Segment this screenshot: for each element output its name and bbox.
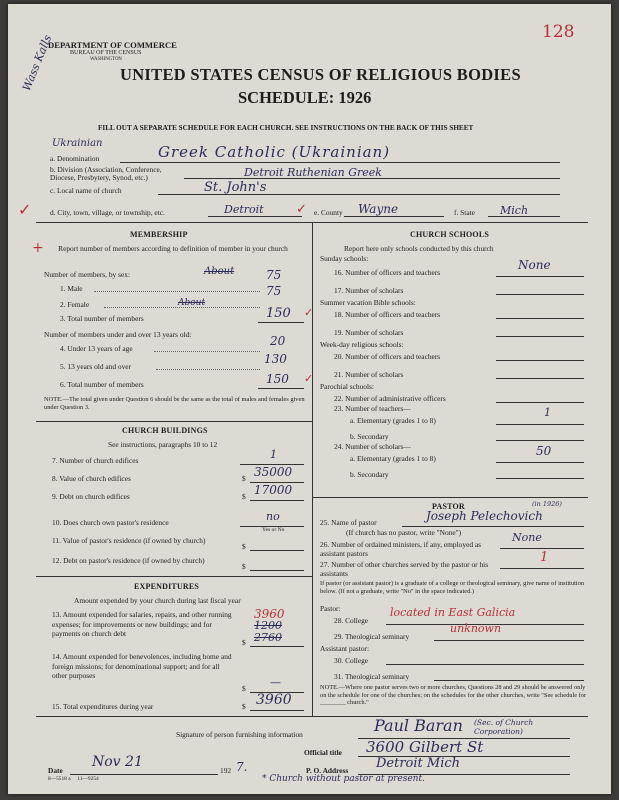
- q14-dollar: $: [242, 684, 246, 693]
- margin-note: Wass Kalls: [20, 33, 55, 93]
- pastor-sub-label: Pastor:: [320, 604, 341, 613]
- q28-value: located in East Galicia: [390, 606, 516, 619]
- division-value: Detroit Ruthenian Greek: [244, 166, 382, 179]
- check-mark: ✓: [296, 202, 307, 217]
- q10-value: no: [266, 510, 280, 523]
- q19-label: 19. Number of scholars: [334, 328, 404, 337]
- denomination-label: a. Denomination: [50, 154, 100, 163]
- q2-label: 2. Female: [60, 300, 90, 309]
- sunday-label: Sunday schools:: [320, 254, 369, 263]
- q5-value: 130: [264, 352, 287, 366]
- q28-label: 28. College: [334, 616, 369, 625]
- state-label: f. State: [454, 208, 475, 217]
- page-title: UNITED STATES CENSUS OF RELIGIOUS BODIES: [120, 65, 521, 84]
- q25-hint: (If church has no pastor, write "None"): [346, 528, 462, 537]
- q18-label: 18. Number of officers and teachers: [334, 310, 441, 319]
- address-value: Detroit Mich: [376, 756, 461, 771]
- q10-label: 10. Does church own pastor's residence: [52, 518, 169, 527]
- county-value: Wayne: [358, 202, 399, 216]
- address-label: P. O. Address: [306, 766, 349, 775]
- q14-value: —: [270, 676, 281, 689]
- q15-value: 3960: [256, 692, 292, 708]
- q5-label: 5. 13 years old and over: [60, 362, 132, 371]
- q27-label: 27. Number of other churches served by the pastor or his assistants: [320, 560, 489, 578]
- q13-struck-second: 2760: [254, 631, 282, 644]
- q25-label: 25. Name of pastor: [320, 518, 377, 527]
- q23a-value: 1: [544, 406, 551, 419]
- q9-value: 17000: [254, 483, 293, 497]
- denomination-prefix: Ukrainian: [52, 138, 103, 149]
- q25-value: Joseph Pelechovich: [426, 509, 543, 523]
- signature-note: (Sec. of Church Corporation): [474, 718, 534, 736]
- by-sex-label: Number of members, by sex:: [44, 270, 130, 279]
- age-label: Number of members under and over 13 years old:: [44, 330, 192, 339]
- assistant-label: Assistant pastor:: [320, 644, 370, 653]
- q12-dollar: $: [242, 562, 246, 571]
- q25-note: (in 1926): [532, 500, 562, 508]
- signature-label: Signature of person furnishing information: [176, 730, 303, 739]
- date-label: Date: [48, 766, 63, 775]
- local-name-label: c. Local name of church: [50, 186, 122, 195]
- q17-label: 17. Number of scholars: [334, 286, 404, 295]
- city-value: Detroit: [224, 203, 264, 216]
- parochial-label: Parochial schools:: [320, 382, 374, 391]
- q2-value: 75: [266, 284, 282, 298]
- q15-dollar: $: [242, 702, 246, 711]
- pastor-heading: PASTOR: [432, 502, 465, 511]
- q11-dollar: $: [242, 542, 246, 551]
- county-label: e. County: [314, 208, 343, 217]
- q6-label: 6. Total number of members: [60, 380, 144, 389]
- q9-label: 9. Debt on church edifices: [52, 492, 130, 501]
- q29-value: unknown: [450, 622, 502, 635]
- weekday-label: Week-day religious schools:: [320, 340, 404, 349]
- by-sex-note: About: [204, 266, 235, 277]
- denomination-value: Greek Catholic (Ukrainian): [158, 143, 391, 161]
- q4-label: 4. Under 13 years of age: [60, 344, 133, 353]
- q9-dollar: $: [242, 492, 246, 501]
- footnote: * Church without pastor at present.: [262, 774, 425, 784]
- q4-value: 20: [270, 334, 286, 348]
- year-prefix: 192: [220, 766, 232, 775]
- q14-label: 14. Amount expended for benevolences, including home and foreign missions; for denominational support; and for all other purposes: [52, 652, 232, 680]
- q24a-value: 50: [536, 444, 552, 458]
- membership-heading: MEMBERSHIP: [130, 230, 188, 239]
- q16-label: 16. Number of officers and teachers: [334, 268, 441, 277]
- q13-value: 3960: [254, 607, 285, 621]
- q3-check-mark: ✓: [304, 306, 314, 319]
- local-name-value: St. John's: [204, 180, 267, 195]
- graduate-note: If pastor (or assistant pastor) is a graduate of a college or theological seminary, give name of institution below. (If not a graduate, write "No" in the space indicated.): [320, 580, 585, 595]
- membership-note: NOTE.—The total given under Question 6 should be the same as the total of males and females given under Question 3.: [44, 396, 305, 411]
- q1-value: 75: [266, 268, 282, 282]
- department-label: DEPARTMENT OF COMMERCE: [48, 40, 177, 50]
- buildings-heading: CHURCH BUILDINGS: [122, 426, 208, 435]
- q7-value: 1: [270, 448, 277, 461]
- q3-label: 3. Total number of members: [60, 314, 144, 323]
- page-subtitle: SCHEDULE: 1926: [238, 88, 372, 107]
- q15-label: 15. Total expenditures during year: [52, 702, 154, 711]
- q3-value: 150: [266, 306, 291, 321]
- q6-value: 150: [266, 372, 289, 386]
- q31-label: 31. Theological seminary: [334, 672, 410, 681]
- division-label: b. Division (Association, Conference, Diocese, Presbytery, Synod, etc.): [50, 165, 162, 182]
- q24b-label: b. Secondary: [350, 470, 389, 479]
- q22-label: 22. Number of administrative officers: [334, 394, 446, 403]
- state-value: Mich: [500, 204, 529, 217]
- q23a-label: a. Elementary (grades 1 to 8): [350, 416, 436, 425]
- pastor-note: NOTE.—Where one pastor serves two or more churches, Questions 28 and 29 should be answered only on the schedule for one of the churches; on the schedules for the other churches, write "See schedule for ________ church.": [320, 684, 587, 707]
- q8-dollar: $: [242, 474, 246, 483]
- vacation-label: Summer vacation Bible schools:: [320, 298, 416, 307]
- schools-heading: CHURCH SCHOOLS: [410, 230, 490, 239]
- q30-label: 30. College: [334, 656, 369, 665]
- schools-intro: Report here only schools conducted by this church: [344, 244, 494, 253]
- city-label: WASHINGTON: [90, 57, 122, 62]
- q23b-label: b. Secondary: [350, 432, 389, 441]
- q3-note: About: [178, 298, 206, 308]
- title-value: 3600 Gilbert St: [366, 738, 484, 756]
- expenditures-heading: EXPENDITURES: [134, 582, 200, 591]
- margin-plus-mark: +: [32, 240, 44, 256]
- expenditures-intro: Amount expended by your church during last fiscal year: [74, 596, 241, 605]
- title-label: Official title: [304, 748, 342, 757]
- margin-check-mark: ✓: [18, 200, 32, 219]
- q24-label: 24. Number of scholars—: [334, 442, 411, 451]
- city-label-field: d. City, town, village, or township, etc.: [50, 208, 165, 217]
- q20-label: 20. Number of officers and teachers: [334, 352, 441, 361]
- instruction-line: FILL OUT A SEPARATE SCHEDULE FOR EACH CHURCH. SEE INSTRUCTIONS ON THE BACK OF THIS SHEET: [98, 124, 474, 132]
- q13-dollar: $: [242, 638, 246, 647]
- buildings-intro: See instructions, paragraphs 10 to 12: [108, 440, 218, 449]
- q11-label: 11. Value of pastor's residence (if owned by church): [52, 536, 206, 545]
- q29-label: 29. Theological seminary: [334, 632, 410, 641]
- membership-intro: Report number of members according to definition of member in your church: [58, 244, 288, 253]
- q1-label: 1. Male: [60, 284, 83, 293]
- q6-check-mark: ✓: [304, 372, 314, 385]
- page-number: 128: [542, 22, 575, 42]
- q8-value: 35000: [254, 465, 293, 479]
- q7-label: 7. Number of church edifices: [52, 456, 139, 465]
- date-value: Nov 21: [92, 754, 143, 770]
- q12-label: 12. Debt on pastor's residence (if owned by church): [52, 556, 205, 565]
- signature-value: Paul Baran: [374, 716, 463, 735]
- q10-hint: Yes or No: [262, 527, 285, 533]
- q26-label: 26. Number of ordained ministers, if any, employed as assistant pastors: [320, 540, 482, 558]
- q24a-label: a. Elementary (grades 1 to 8): [350, 454, 436, 463]
- q8-label: 8. Value of church edifices: [52, 474, 131, 483]
- form-number: 8—5518 a 11—9254: [48, 776, 99, 782]
- q13-label: 13. Amount expended for salaries, repairs, and other running expenses; for improvements or new buildings; and for payments on church debt: [52, 610, 232, 638]
- q16-value: None: [518, 258, 551, 272]
- census-schedule-sheet: [8, 4, 611, 794]
- q13-struck-first: 1200: [254, 619, 282, 632]
- q26-value: None: [512, 531, 542, 544]
- year-value: 7.: [236, 760, 248, 774]
- q21-label: 21. Number of scholars: [334, 370, 404, 379]
- bureau-label: BUREAU OF THE CENSUS: [70, 50, 142, 56]
- q23-label: 23. Number of teachers—: [334, 404, 411, 413]
- q27-value: 1: [540, 550, 549, 565]
